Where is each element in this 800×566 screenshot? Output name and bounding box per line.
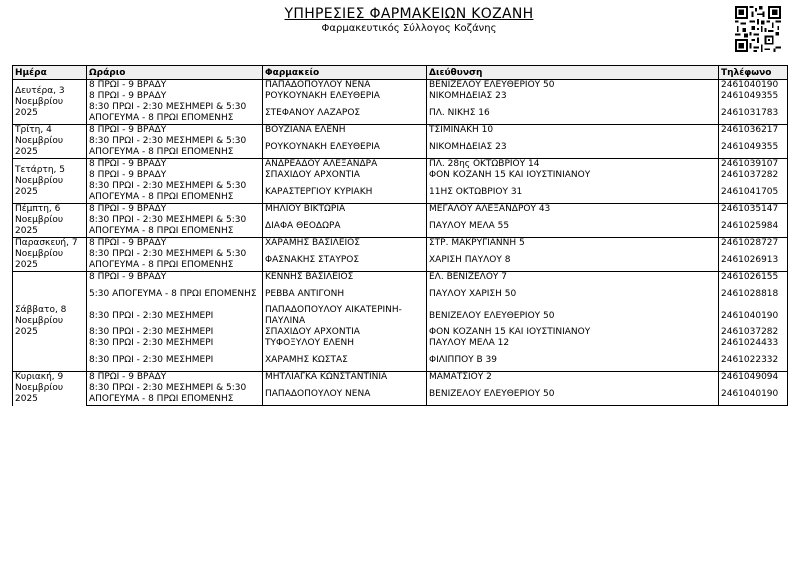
col-header-phone: Τηλέφωνο [719, 66, 788, 80]
address-cell: ΠΑΥΛΟΥ ΜΕΛΑ 55 [427, 215, 719, 238]
address-cell: ΒΕΝΙΖΕΛΟΥ ΕΛΕΥΘΕΡΙΟΥ 50 [427, 80, 719, 92]
phone-cell: 2461024433 [719, 338, 788, 349]
pharmacy-cell: ΤΥΦΟΞΥΛΟΥ ΕΛΕΝΗ [263, 338, 427, 349]
table-row [13, 327, 788, 338]
hours-cell: 8 ΠΡΩΙ - 9 ΒΡΑΔΥ [87, 170, 263, 181]
phone-cell: 2461025984 [719, 215, 788, 238]
address-cell: ΜΕΓΑΛΟΥ ΑΛΕΞΑΝΔΡΟΥ 43 [427, 204, 719, 216]
pharmacy-cell: ΠΑΠΑΔΟΠΟΥΛΟΥ ΝΕΝΑ [263, 80, 427, 92]
schedule-table [12, 65, 788, 406]
phone-cell: 2461037282 [719, 170, 788, 181]
phone-cell: 2461035147 [719, 204, 788, 216]
hours-cell: 8:30 ΠΡΩΙ - 2:30 ΜΕΣΗΜΕΡΙ [87, 338, 263, 349]
phone-cell: 2461036217 [719, 125, 788, 137]
phone-cell: 2461028818 [719, 283, 788, 305]
phone-cell: 2461039107 [719, 159, 788, 171]
day-cell: Κυριακή, 9 Νοεμβρίου 2025 [13, 372, 87, 406]
table-row [13, 283, 788, 305]
pharmacy-cell: ΡΕΒΒΑ ΑΝΤΙΓΟΝΗ [263, 283, 427, 305]
pharmacy-cell: ΜΗΤΛΙΑΓΚΑ ΚΩΝΣΤΑΝΤΙΝΙΑ [263, 372, 427, 384]
phone-cell: 2461037282 [719, 327, 788, 338]
pharmacy-cell: ΣΠΑΧΙΔΟΥ ΑΡΧΟΝΤΙΑ [263, 170, 427, 181]
phone-cell: 2461031783 [719, 102, 788, 125]
hours-cell: 8 ΠΡΩΙ - 9 ΒΡΑΔΥ [87, 159, 263, 171]
day-cell: Σάββατο, 8 Νοεμβρίου 2025 [13, 272, 87, 372]
address-cell: ΠΑΥΛΟΥ ΧΑΡΙΣΗ 50 [427, 283, 719, 305]
col-header-pharmacy: Φαρμακείο [263, 66, 427, 80]
phone-cell: 2461049355 [719, 136, 788, 159]
hours-cell: 8 ΠΡΩΙ - 9 ΒΡΑΔΥ [87, 91, 263, 102]
address-cell: ΒΕΝΙΖΕΛΟΥ ΕΛΕΥΘΕΡΙΟΥ 50 [427, 305, 719, 327]
address-cell: ΠΑΥΛΟΥ ΜΕΛΑ 12 [427, 338, 719, 349]
hours-cell: 8:30 ΠΡΩΙ - 2:30 ΜΕΣΗΜΕΡΙ & 5:30 ΑΠΟΓΕΥΜΑ - 8 ΠΡΩΙ ΕΠΟΜΕΝΗΣ [87, 136, 263, 159]
col-header-day: Ημέρα [13, 66, 87, 80]
hours-cell: 8:30 ΠΡΩΙ - 2:30 ΜΕΣΗΜΕΡΙ & 5:30 ΑΠΟΓΕΥΜΑ - 8 ΠΡΩΙ ΕΠΟΜΕΝΗΣ [87, 383, 263, 406]
table-row [13, 238, 788, 250]
pharmacy-cell: ΑΝΔΡΕΑΔΟΥ ΑΛΕΞΑΝΔΡΑ [263, 159, 427, 171]
pharmacy-cell: ΜΗΛΙΟΥ ΒΙΚΤΩΡΙΑ [263, 204, 427, 216]
phone-cell: 2461040190 [719, 305, 788, 327]
address-cell: ΤΣΙΜΙΝΑΚΗ 10 [427, 125, 719, 137]
address-cell: ΝΙΚΟΜΗΔΕΙΑΣ 23 [427, 136, 719, 159]
pharmacy-cell: ΚΑΡΑΣΤΕΡΓΙΟΥ ΚΥΡΙΑΚΗ [263, 181, 427, 204]
pharmacy-cell: ΡΟΥΚΟΥΝΑΚΗ ΕΛΕΥΘΕΡΙΑ [263, 136, 427, 159]
hours-cell: 8 ΠΡΩΙ - 9 ΒΡΑΔΥ [87, 238, 263, 250]
phone-cell: 2461022332 [719, 349, 788, 372]
day-cell: Τρίτη, 4 Νοεμβρίου 2025 [13, 125, 87, 159]
table-row [13, 349, 788, 372]
table-row [13, 136, 788, 159]
hours-cell: 8:30 ΠΡΩΙ - 2:30 ΜΕΣΗΜΕΡΙ & 5:30 ΑΠΟΓΕΥΜΑ - 8 ΠΡΩΙ ΕΠΟΜΕΝΗΣ [87, 215, 263, 238]
page-title: ΥΠΗΡΕΣΙΕΣ ΦΑΡΜΑΚΕΙΩΝ ΚΟΖΑΝΗ [284, 6, 534, 22]
address-cell: ΧΑΡΙΣΗ ΠΑΥΛΟΥ 8 [427, 249, 719, 272]
day-cell: Παρασκευή, 7 Νοεμβρίου 2025 [13, 238, 87, 272]
pharmacy-cell: ΠΑΠΑΔΟΠΟΥΛΟΥ ΑΙΚΑΤΕΡΙΝΗ-ΠΑΥΛΙΝΑ [263, 305, 427, 327]
address-cell: ΠΛ. 28ης ΟΚΤΩΒΡΙΟΥ 14 [427, 159, 719, 171]
pharmacy-cell: ΡΟΥΚΟΥΝΑΚΗ ΕΛΕΥΘΕΡΙΑ [263, 91, 427, 102]
hours-cell: 8 ΠΡΩΙ - 9 ΒΡΑΔΥ [87, 204, 263, 216]
table-row [13, 204, 788, 216]
table-row [13, 125, 788, 137]
address-cell: 11ΗΣ ΟΚΤΩΒΡΙΟΥ 31 [427, 181, 719, 204]
hours-cell: 8 ΠΡΩΙ - 9 ΒΡΑΔΥ [87, 80, 263, 92]
address-cell: ΜΑΜΑΤΣΙΟΥ 2 [427, 372, 719, 384]
table-row [13, 305, 788, 327]
table-row [13, 215, 788, 238]
col-header-hours: Ωράριο [87, 66, 263, 80]
table-row [13, 249, 788, 272]
page-subtitle: Φαρμακευτικός Σύλλογος Κοζάνης [321, 23, 497, 34]
phone-cell: 2461028727 [719, 238, 788, 250]
address-cell: ΒΕΝΙΖΕΛΟΥ ΕΛΕΥΘΕΡΙΟΥ 50 [427, 383, 719, 406]
day-cell: Τετάρτη, 5 Νοεμβρίου 2025 [13, 159, 87, 204]
hours-cell: 8:30 ΠΡΩΙ - 2:30 ΜΕΣΗΜΕΡΙ & 5:30 ΑΠΟΓΕΥΜΑ - 8 ΠΡΩΙ ΕΠΟΜΕΝΗΣ [87, 249, 263, 272]
hours-cell: 8:30 ΠΡΩΙ - 2:30 ΜΕΣΗΜΕΡΙ [87, 327, 263, 338]
pharmacy-cell: ΒΟΥΖΙΑΝΑ ΕΛΕΝΗ [263, 125, 427, 137]
day-cell: Δευτέρα, 3 Νοεμβρίου 2025 [13, 80, 87, 125]
phone-cell: 2461026913 [719, 249, 788, 272]
hours-cell: 8:30 ΠΡΩΙ - 2:30 ΜΕΣΗΜΕΡΙ & 5:30 ΑΠΟΓΕΥΜΑ - 8 ΠΡΩΙ ΕΠΟΜΕΝΗΣ [87, 102, 263, 125]
pharmacy-cell: ΧΑΡΑΜΗΣ ΒΑΣΙΛΕΙΟΣ [263, 238, 427, 250]
table-row [13, 181, 788, 204]
table-row [13, 338, 788, 349]
document-header [0, 6, 700, 34]
phone-cell: 2461026155 [719, 272, 788, 284]
address-cell: ΕΛ. ΒΕΝΙΖΕΛΟΥ 7 [427, 272, 719, 284]
table-row [13, 159, 788, 171]
phone-cell: 2461049355 [719, 91, 788, 102]
address-cell: ΦΙΛΙΠΠΟΥ Β 39 [427, 349, 719, 372]
table-row [13, 170, 788, 181]
day-cell: Πέμπτη, 6 Νοεμβρίου 2025 [13, 204, 87, 238]
hours-cell: 8 ΠΡΩΙ - 9 ΒΡΑΔΥ [87, 272, 263, 284]
pharmacy-cell: ΚΕΝΝΗΣ ΒΑΣΙΛΕΙΟΣ [263, 272, 427, 284]
address-cell: ΦΟΝ ΚΟΖΑΝΗ 15 ΚΑΙ ΙΟΥΣΤΙΝΙΑΝΟΥ [427, 170, 719, 181]
col-header-address: Διεύθυνση [427, 66, 719, 80]
qr-code-icon [735, 6, 781, 52]
phone-cell: 2461041705 [719, 181, 788, 204]
hours-cell: 5:30 ΑΠΟΓΕΥΜΑ - 8 ΠΡΩΙ ΕΠΟΜΕΝΗΣ [87, 283, 263, 305]
hours-cell: 8:30 ΠΡΩΙ - 2:30 ΜΕΣΗΜΕΡΙ & 5:30 ΑΠΟΓΕΥΜΑ - 8 ΠΡΩΙ ΕΠΟΜΕΝΗΣ [87, 181, 263, 204]
pharmacy-cell: ΣΠΑΧΙΔΟΥ ΑΡΧΟΝΤΙΑ [263, 327, 427, 338]
table-row [13, 91, 788, 102]
table-row [13, 102, 788, 125]
table-row [13, 272, 788, 284]
pharmacy-cell: ΧΑΡΑΜΗΣ ΚΩΣΤΑΣ [263, 349, 427, 372]
table-row [13, 372, 788, 384]
pharmacy-cell: ΔΙΑΦΑ ΘΕΟΔΩΡΑ [263, 215, 427, 238]
table-row [13, 80, 788, 92]
phone-cell: 2461040190 [719, 80, 788, 92]
address-cell: ΝΙΚΟΜΗΔΕΙΑΣ 23 [427, 91, 719, 102]
phone-cell: 2461049094 [719, 372, 788, 384]
address-cell: ΠΛ. ΝΙΚΗΣ 16 [427, 102, 719, 125]
hours-cell: 8:30 ΠΡΩΙ - 2:30 ΜΕΣΗΜΕΡΙ [87, 349, 263, 372]
address-cell: ΣΤΡ. ΜΑΚΡΥΓΙΑΝΝΗ 5 [427, 238, 719, 250]
address-cell: ΦΟΝ ΚΟΖΑΝΗ 15 ΚΑΙ ΙΟΥΣΤΙΝΙΑΝΟΥ [427, 327, 719, 338]
table-row [13, 383, 788, 406]
pharmacy-cell: ΣΤΕΦΑΝΟΥ ΛΑΖΑΡΟΣ [263, 102, 427, 125]
phone-cell: 2461040190 [719, 383, 788, 406]
hours-cell: 8 ΠΡΩΙ - 9 ΒΡΑΔΥ [87, 372, 263, 384]
pharmacy-cell: ΦΑΣΝΑΚΗΣ ΣΤΑΥΡΟΣ [263, 249, 427, 272]
pharmacy-cell: ΠΑΠΑΔΟΠΟΥΛΟΥ ΝΕΝΑ [263, 383, 427, 406]
table-header-row [13, 66, 788, 80]
hours-cell: 8:30 ΠΡΩΙ - 2:30 ΜΕΣΗΜΕΡΙ [87, 305, 263, 327]
hours-cell: 8 ΠΡΩΙ - 9 ΒΡΑΔΥ [87, 125, 263, 137]
